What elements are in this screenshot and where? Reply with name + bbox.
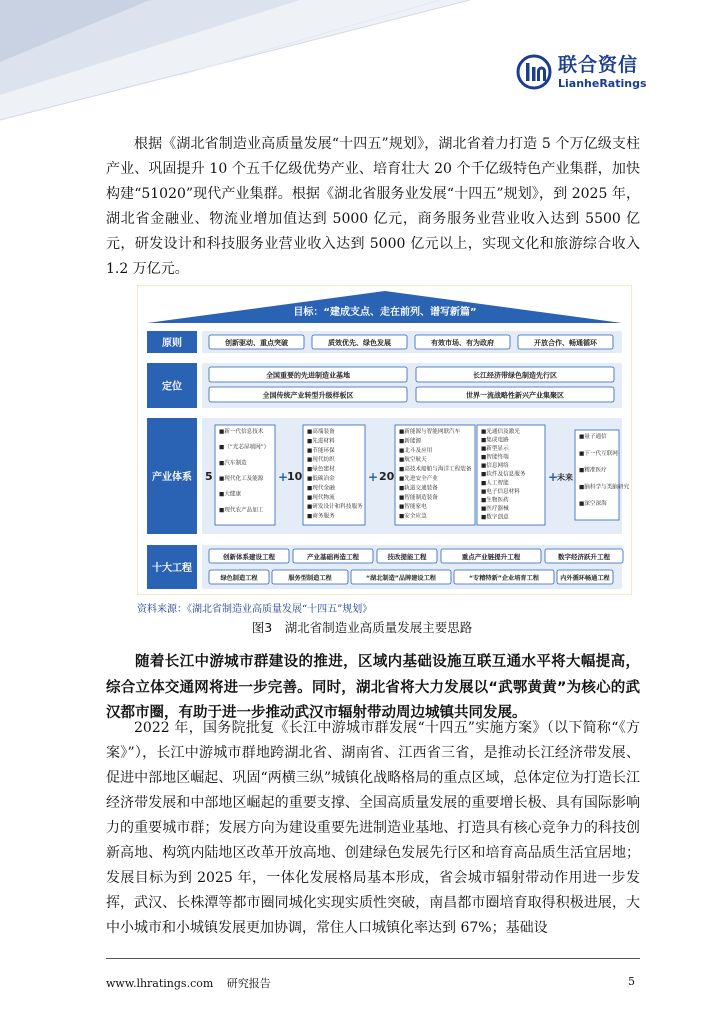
- industry-framework-diagram: [137, 285, 632, 595]
- logo-chinese-name: 联合资信: [558, 53, 639, 76]
- project-6: 服务型制造工程: [288, 575, 332, 582]
- industry-list-10-item: ■高端装备: [307, 429, 335, 435]
- footer-label: 研究报告: [226, 977, 271, 990]
- industry-list-20b-item: ■数字创意: [481, 514, 509, 521]
- industry-list-20b-item: ■软件及信息服务: [481, 471, 526, 478]
- plus-sign: +: [278, 470, 289, 484]
- plus-sign: +: [368, 470, 379, 484]
- industry-list-20a-item: ■航空航天: [399, 457, 427, 464]
- industry-list-20b-item: ■智能终端: [481, 454, 509, 461]
- industry-count-5: 5: [205, 470, 213, 483]
- diagram-goal: 目标：“建成支点、走在前列、谱写新篇”: [293, 307, 477, 318]
- project-2: 技改提能工程: [387, 553, 427, 561]
- industry-list-future-item: ■脑科学与类脑研究: [579, 484, 630, 491]
- industry-list-20b-item: ■信息网络: [481, 463, 509, 470]
- industry-list-20b-item: ■集成电路: [481, 437, 509, 444]
- principle-3: 开放合作、畅通循环: [534, 339, 597, 347]
- project-5: 绿色制造工程: [220, 575, 258, 582]
- industry-list-future-item: ■量子通信: [579, 434, 607, 440]
- figure-caption: 图3 湖北省制造业高质量发展主要思路: [251, 620, 473, 635]
- industry-list-10-item: ■研发设计和科技服务: [307, 504, 363, 511]
- industry-list-10-item: ■低碳冶金: [307, 476, 335, 482]
- industry-list-20b-item: ■生物医药: [481, 497, 509, 504]
- industry-list-20a-item: ■新能源: [399, 438, 422, 445]
- industry-future-label: 未来: [557, 473, 573, 482]
- industry-list-future-item: ■下一代互联网: [579, 450, 618, 457]
- industry-list-10-item: ■绿色建材: [307, 466, 335, 473]
- industry-list-10-item: ■现代纺织: [307, 457, 335, 464]
- figure-source: 资料来源：《湖北省制造业高质量发展“十四五”规划》: [137, 604, 373, 615]
- industry-list-10-item: ■节能环保: [307, 447, 335, 454]
- industry-list-10-item: ■商务服务: [307, 513, 335, 520]
- row-label-projects: 十大工程: [152, 563, 192, 574]
- industry-list-10-item: ■现代物流: [307, 494, 335, 501]
- industry-list-5-item: ■现代化工及能源: [219, 476, 264, 482]
- industry-list-20b-item: ■医疗器械: [481, 505, 509, 512]
- industry-list-5-item: ■（“光芯屏端网”）: [219, 444, 270, 451]
- paragraph-city-cluster: 2022 年，国务院批复《长江中游城市群发展“十四五”实施方案》（以下简称“《方案》”），长江中游城市群地跨湖北省、湖南省、江西省三省，是推动长江经济带发展、促进中部地区崛起、巩固“两横三纵”城镇化战略格局的重点区域，总体定位为打造长江经济带发展和中部地区崛起的重要支撑、全国高质量发展的重要增长极、具有国际影响力的重要城市群；发展方向为建设重要先进制造业基地、打造具有核心竞争力的科技创新高地、构筑内陆地区改革开放高地、创建绿色发展先行区和培育高品质生活宜居地；发展目标为到 2025 年，一体化发展格局基本形成，省会城市辐射带动作用进一步发挥，武汉、长株潭等都市圈同城化实现实质性突破，南昌都市圈培育取得积极进展，大中小城市和小城镇发展更加协调，常住人口城镇化率达到 67%；基础设: [106, 720, 640, 936]
- logo-english-name: LianheRatings: [558, 76, 647, 90]
- industry-list-20a-item: ■安全应急: [399, 513, 427, 520]
- position-3: 世界一流战略性新兴产业集聚区: [466, 391, 564, 400]
- page-number: 5: [628, 975, 635, 988]
- principle-1: 质效优先、绿色发展: [328, 339, 391, 347]
- industry-list-20b-item: ■人工智能: [481, 480, 509, 487]
- brand-logo: [516, 54, 647, 90]
- project-3: 重点产业链提升工程: [461, 553, 521, 561]
- position-1: 长江经济带绿色制造先行区: [473, 371, 557, 380]
- project-8: “专精特新”企业培育工程: [468, 575, 540, 582]
- project-9: 内外循环畅通工程: [560, 575, 610, 582]
- industry-list-20a-item: ■先进安全产业: [399, 476, 438, 482]
- industry-list-5-item: ■汽车制造: [219, 460, 247, 467]
- project-0: 创新体系建设工程: [223, 553, 275, 561]
- principle-0: 创新驱动、重点突破: [225, 339, 288, 347]
- industry-list-5-item: ■大健康: [219, 491, 242, 498]
- position-2: 全国传统产业转型升级样板区: [262, 391, 354, 400]
- plus-sign: +: [548, 470, 559, 484]
- position-0: 全国重要的先进制造业基地: [266, 371, 350, 380]
- row-label-industry: 产业体系: [152, 472, 192, 483]
- paragraph-industrial-plan: 根据《湖北省制造业高质量发展“十四五”规划》，湖北省着力打造 5 个万亿级支柱产业、巩固提升 10 个五千亿级优势产业、培育壮大 20 个千亿级特色产业集群，加快构建“51020”现代产业集群。根据《湖北省服务业发展“十四五”规划》，到 2025 年，湖北省金融业、物流业增加值达到 5000 亿元，商务服务业营业收入达到 5500 亿元，研发设计和科技服务业营业收入达到 5000 亿元以上，实现文化和旅游综合收入 1.2 万亿元。: [106, 136, 640, 277]
- industry-list-20a-item: ■高技术船舶与海洋工程装备: [399, 466, 472, 473]
- project-4: 数字经济跃升工程: [558, 553, 610, 561]
- industry-list-10-item: ■现代金融: [307, 485, 335, 492]
- paragraph-summary-bold: 随着长江中游城市群建设的推进，区域内基础设施互联互通水平将大幅提高，综合立体交通网将进一步完善。同时，湖北省将大力发展以“武鄂黄黄”为核心的武汉都市圈，有助于进一步推动武汉市辐射带动周边城镇共同发展。: [106, 654, 640, 721]
- row-label-position: 定位: [162, 381, 182, 393]
- industry-list-20a-item: ■智能制造装备: [399, 494, 438, 501]
- row-label-principle: 原则: [162, 338, 182, 349]
- industry-list-5-item: ■现代农产品加工: [219, 507, 264, 514]
- industry-list-20a-item: ■北斗及应用: [399, 447, 433, 454]
- industry-list-future-item: ■精准医疗: [579, 467, 607, 474]
- industry-list-5-item: ■新一代信息技术: [219, 429, 264, 435]
- industry-list-10-item: ■先进材料: [307, 438, 335, 445]
- footer-left: [106, 975, 271, 991]
- industry-list-20b-item: ■电子信息材料: [481, 488, 520, 495]
- industry-count-10: 10: [287, 470, 303, 483]
- principle-2: 有效市场、有为政府: [431, 339, 494, 347]
- industry-count-20: 20: [379, 470, 395, 483]
- project-1: 产业基础再造工程: [307, 553, 359, 561]
- industry-list-20b-item: ■光通信及激光: [481, 429, 520, 435]
- industry-list-future-item: ■深空深海: [579, 501, 607, 508]
- industry-list-20a-item: ■新能源与智能网联汽车: [399, 429, 461, 435]
- lianhe-logo-icon: [516, 54, 552, 90]
- project-7: “湖北制造”品牌建设工程: [365, 575, 437, 582]
- industry-list-20a-item: ■轨道交通装备: [399, 485, 438, 492]
- footer-divider: [106, 958, 640, 959]
- footer-url: www.lhratings.com: [106, 977, 214, 990]
- industry-list-20b-item: ■新型显示: [481, 446, 509, 453]
- industry-list-20a-item: ■智能家电: [399, 504, 427, 511]
